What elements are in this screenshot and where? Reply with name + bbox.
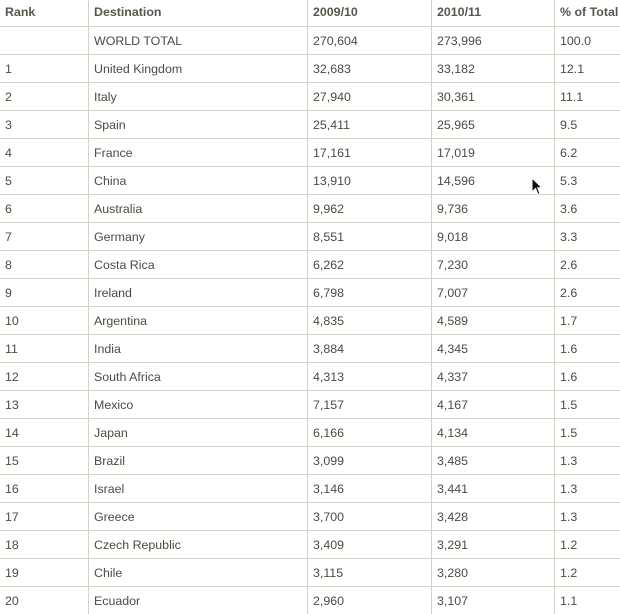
cell-percent-of-total: 1.3 [555, 447, 620, 475]
cell-destination: Chile [89, 559, 308, 587]
table-row [0, 251, 620, 279]
cell-rank: 4 [0, 139, 89, 167]
cell-destination: Ecuador [89, 587, 308, 614]
cell-2009-10: 3,115 [308, 559, 432, 587]
cell-percent-of-total: 1.6 [555, 363, 620, 391]
cell-percent-of-total: 5.3 [555, 167, 620, 195]
cell-2010-11: 25,965 [432, 111, 555, 139]
table-row [0, 111, 620, 139]
cell-percent-of-total: 12.1 [555, 55, 620, 83]
cell-rank [0, 27, 89, 55]
cell-percent-of-total: 1.2 [555, 531, 620, 559]
cell-2009-10: 4,313 [308, 363, 432, 391]
table-row [0, 559, 620, 587]
cell-destination: United Kingdom [89, 55, 308, 83]
table-row [0, 139, 620, 167]
cell-2010-11: 17,019 [432, 139, 555, 167]
cell-2010-11: 4,167 [432, 391, 555, 419]
cell-percent-of-total: 1.5 [555, 391, 620, 419]
cell-rank: 15 [0, 447, 89, 475]
cell-2009-10: 4,835 [308, 307, 432, 335]
cell-rank: 11 [0, 335, 89, 363]
cell-destination: Costa Rica [89, 251, 308, 279]
cell-rank: 19 [0, 559, 89, 587]
cell-2009-10: 3,146 [308, 475, 432, 503]
cell-rank: 13 [0, 391, 89, 419]
cell-rank: 18 [0, 531, 89, 559]
cell-percent-of-total: 3.3 [555, 223, 620, 251]
cell-2010-11: 7,007 [432, 279, 555, 307]
cell-rank: 7 [0, 223, 89, 251]
cell-percent-of-total: 6.2 [555, 139, 620, 167]
table-row [0, 167, 620, 195]
header-rank[interactable]: Rank [0, 0, 89, 27]
cell-rank: 5 [0, 167, 89, 195]
cell-destination: Ireland [89, 279, 308, 307]
cell-percent-of-total: 1.3 [555, 475, 620, 503]
cell-percent-of-total: 1.5 [555, 419, 620, 447]
cell-2009-10: 3,099 [308, 447, 432, 475]
cell-2009-10: 13,910 [308, 167, 432, 195]
cell-percent-of-total: 1.6 [555, 335, 620, 363]
table-body [0, 27, 620, 614]
table-row [0, 307, 620, 335]
cell-destination: Spain [89, 111, 308, 139]
cell-destination: Israel [89, 475, 308, 503]
cell-destination: Australia [89, 195, 308, 223]
cell-2010-11: 3,107 [432, 587, 555, 614]
cell-rank: 20 [0, 587, 89, 614]
table-row [0, 531, 620, 559]
table-row [0, 55, 620, 83]
table-row [0, 195, 620, 223]
cell-2010-11: 3,280 [432, 559, 555, 587]
header-percent-of-total[interactable]: % of Total [555, 0, 620, 27]
cell-rank: 16 [0, 475, 89, 503]
cell-2009-10: 3,884 [308, 335, 432, 363]
cell-destination: Italy [89, 83, 308, 111]
cell-2009-10: 6,262 [308, 251, 432, 279]
cell-2010-11: 9,018 [432, 223, 555, 251]
cell-2009-10: 17,161 [308, 139, 432, 167]
cell-2009-10: 6,798 [308, 279, 432, 307]
cell-destination: WORLD TOTAL [89, 27, 308, 55]
cell-2009-10: 9,962 [308, 195, 432, 223]
cell-percent-of-total: 11.1 [555, 83, 620, 111]
cell-2010-11: 273,996 [432, 27, 555, 55]
cell-2010-11: 3,291 [432, 531, 555, 559]
table-row [0, 335, 620, 363]
cell-2010-11: 7,230 [432, 251, 555, 279]
cell-percent-of-total: 3.6 [555, 195, 620, 223]
cell-2009-10: 32,683 [308, 55, 432, 83]
cell-2010-11: 4,134 [432, 419, 555, 447]
cell-2010-11: 30,361 [432, 83, 555, 111]
cell-2009-10: 270,604 [308, 27, 432, 55]
cell-rank: 10 [0, 307, 89, 335]
table-row [0, 447, 620, 475]
cell-2010-11: 3,485 [432, 447, 555, 475]
header-destination[interactable]: Destination [89, 0, 308, 27]
cell-percent-of-total: 2.6 [555, 279, 620, 307]
cell-percent-of-total: 1.2 [555, 559, 620, 587]
cell-rank: 1 [0, 55, 89, 83]
header-row [0, 0, 620, 27]
cell-rank: 8 [0, 251, 89, 279]
cell-2010-11: 9,736 [432, 195, 555, 223]
table-row [0, 475, 620, 503]
cell-2010-11: 4,589 [432, 307, 555, 335]
table-row [0, 363, 620, 391]
table-row [0, 223, 620, 251]
table-row [0, 587, 620, 614]
cell-2010-11: 14,596 [432, 167, 555, 195]
cell-rank: 3 [0, 111, 89, 139]
cell-percent-of-total: 2.6 [555, 251, 620, 279]
cell-destination: France [89, 139, 308, 167]
cell-2009-10: 25,411 [308, 111, 432, 139]
cell-2009-10: 2,960 [308, 587, 432, 614]
cell-percent-of-total: 1.3 [555, 503, 620, 531]
cell-rank: 17 [0, 503, 89, 531]
table-row [0, 83, 620, 111]
cell-2010-11: 4,345 [432, 335, 555, 363]
table-header [0, 0, 620, 27]
cell-percent-of-total: 1.7 [555, 307, 620, 335]
cell-destination: Mexico [89, 391, 308, 419]
cell-2009-10: 8,551 [308, 223, 432, 251]
cell-2010-11: 3,428 [432, 503, 555, 531]
cell-2009-10: 7,157 [308, 391, 432, 419]
cell-destination: South Africa [89, 363, 308, 391]
cell-destination: Argentina [89, 307, 308, 335]
header-2010-11[interactable]: 2010/11 [432, 0, 555, 27]
cell-2010-11: 3,441 [432, 475, 555, 503]
cell-destination: Brazil [89, 447, 308, 475]
cell-percent-of-total: 100.0 [555, 27, 620, 55]
cell-2009-10: 3,409 [308, 531, 432, 559]
cell-2010-11: 33,182 [432, 55, 555, 83]
table-row [0, 419, 620, 447]
cell-2009-10: 27,940 [308, 83, 432, 111]
cell-2009-10: 6,166 [308, 419, 432, 447]
cell-destination: China [89, 167, 308, 195]
cell-rank: 2 [0, 83, 89, 111]
cell-2010-11: 4,337 [432, 363, 555, 391]
cell-destination: Germany [89, 223, 308, 251]
cell-destination: Greece [89, 503, 308, 531]
cell-destination: Czech Republic [89, 531, 308, 559]
table-row [0, 391, 620, 419]
cell-percent-of-total: 9.5 [555, 111, 620, 139]
table-row [0, 279, 620, 307]
table-row [0, 503, 620, 531]
table-row [0, 27, 620, 55]
cell-destination: Japan [89, 419, 308, 447]
cell-rank: 12 [0, 363, 89, 391]
cell-rank: 14 [0, 419, 89, 447]
cell-rank: 6 [0, 195, 89, 223]
cell-rank: 9 [0, 279, 89, 307]
cell-destination: India [89, 335, 308, 363]
header-2009-10[interactable]: 2009/10 [308, 0, 432, 27]
cell-2009-10: 3,700 [308, 503, 432, 531]
cell-percent-of-total: 1.1 [555, 587, 620, 614]
